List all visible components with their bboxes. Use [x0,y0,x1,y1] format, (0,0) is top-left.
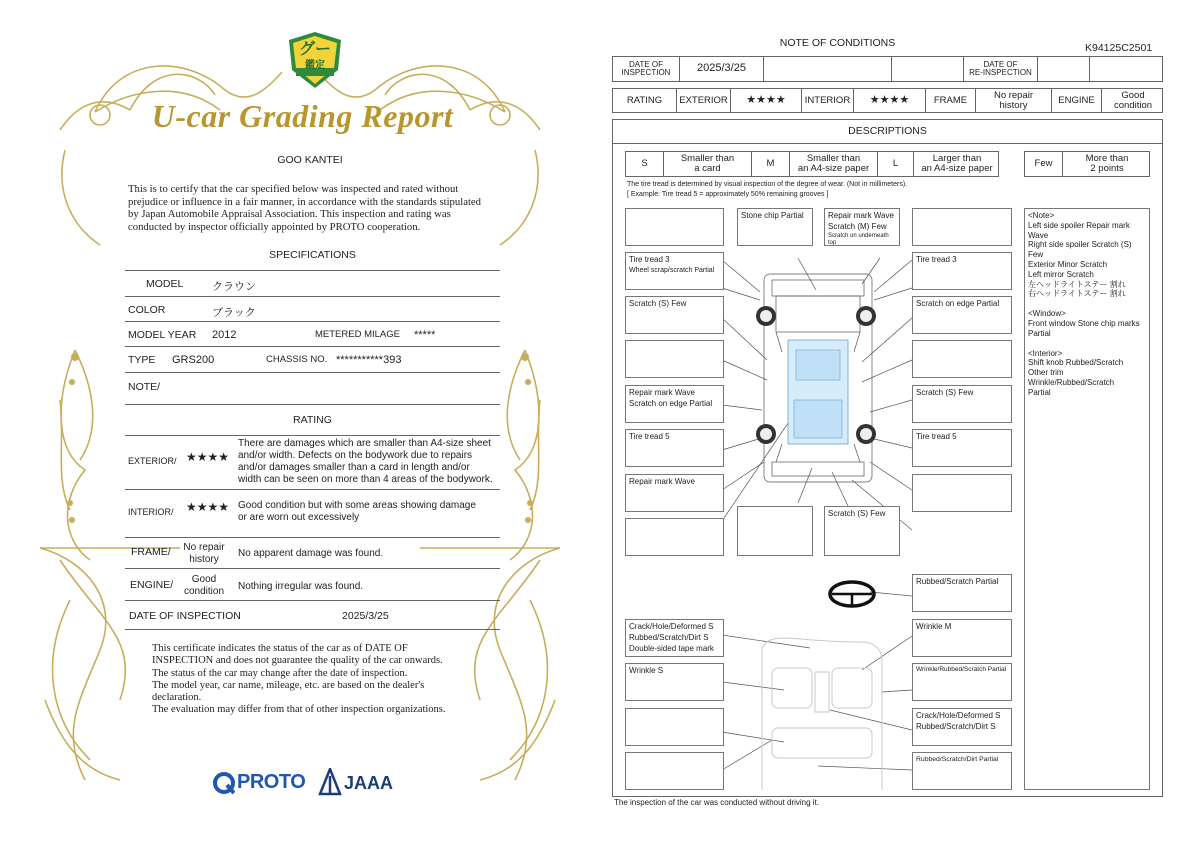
exterior-stars: ★★★★ [186,450,230,464]
engine-value-cell [1101,89,1164,112]
footer-line: The status of the car may change after the date of inspection. [152,667,408,679]
cell-line: Smaller than [806,153,861,165]
sheet-code: K94125C2501 [1085,42,1153,54]
note-text: Tire tread 5 [916,432,957,441]
cell-line: 2 points [1090,163,1124,174]
note-text: Scratch (S) Few [916,388,974,397]
note-list-line: Front window Stone chip marks [1028,318,1140,328]
milage-label: METERED MILAGE [315,329,400,340]
note-text: Scratch on edge Partial [629,398,713,408]
note-text: Rubbed/Scratch Partial [916,577,999,586]
type-label: TYPE [128,354,156,366]
note-list-line: <Note> [1028,211,1055,220]
note-line: [ Example: Tire tread 5 = approximately 50% remaining grooves ] [627,190,829,198]
note-text: Double-sided tape mark [629,643,714,653]
note-list-panel [1024,208,1150,790]
engine-value-line: condition [183,586,225,597]
cell-line: INSPECTION [621,68,671,77]
cell-line: an A4-size paper [921,163,993,174]
note-box-empty [625,518,724,556]
frame-value [176,542,232,566]
note-box-empty [737,506,813,556]
descriptions-heading: DESCRIPTIONS [612,119,1163,144]
note-list-line [1028,339,1146,349]
engine-description: Nothing irregular was found. [238,581,364,592]
note-list-line: Left side spoiler Repair mark [1028,220,1130,230]
note-text: Repair mark Wave [629,477,695,486]
cell-line: No repair [993,89,1034,101]
note-list-line: Few [1028,250,1044,260]
proto-logo-icon [213,771,235,795]
chassis-value: ***********393 [336,354,402,366]
date-of-reinspection-label-cell [963,57,1037,81]
cell-line: an A4-size paper [797,163,870,174]
rating-row [612,88,1163,113]
legend-m-desc [789,152,877,176]
note-box-dashboard [625,619,724,657]
note-box-empty [912,208,1012,246]
note-box-empty [625,708,724,746]
divider [125,404,500,405]
note-list-line: 左ヘッドライトステー 割れ [1028,279,1126,289]
sheet-title: NOTE OF CONDITIONS [779,37,896,49]
cell-line: DATE OF [983,59,1018,69]
date-of-inspection-label: DATE OF INSPECTION [129,610,241,622]
cell-line: history [999,99,1028,111]
note-box-seat [912,708,1012,746]
divider [125,346,500,347]
note-text: Repair mark Wave [828,211,894,220]
note-list-line: <Window> [1028,309,1066,319]
note-list-line: Wrinkle/Rubbed/Scratch [1028,377,1115,387]
note-text: Scratch on underneath [828,232,889,239]
divider [125,435,500,436]
note-text: Scratch (S) Few [629,299,687,308]
exterior-label-cell: EXTERIOR [676,89,730,112]
cell-line: Larger than [932,153,982,165]
note-list-line: Partial [1028,328,1051,338]
interior-label: INTERIOR/ [128,507,174,517]
color-label: COLOR [128,304,166,316]
note-text: Rubbed/Scratch/Dirt Partial [916,756,999,763]
note-box-wrinkle-m [912,619,1012,657]
intro-line: conducted by inspector officially appointed by PROTO cooperation. [128,220,421,233]
size-legend [625,151,999,177]
note-box-repair-wave-left [625,385,724,423]
empty-cell [1089,57,1164,81]
note-list-line: 右ヘッドライトステー 割れ [1028,289,1126,299]
desc-line: and/or width. Defects on the bodywork due to repairs [238,450,473,461]
desc-line: and/or damages smaller than a card in length and/or [238,462,470,473]
note-text: Stone chip Partial [741,211,804,220]
inspection-date-row [612,56,1163,82]
legend-l: L [877,152,913,176]
cell-line: Smaller than [680,153,735,165]
milage-value: ***** [414,329,436,341]
note-list-line: Partial [1028,387,1051,397]
note-box-wrinkle-s [625,663,724,701]
footer-line: declaration. [152,692,202,704]
engine-label-cell: ENGINE [1051,89,1101,112]
frame-label: FRAME/ [131,546,171,558]
empty-cell [891,57,963,81]
cell-line: condition [1113,99,1153,111]
proto-logo-text: PROTO [237,771,306,793]
date-of-inspection-value: 2025/3/25 [342,610,389,622]
few-legend [1024,151,1150,177]
certificate-footer [152,643,482,717]
note-box-tire-front-left [625,252,724,290]
divider [125,372,500,373]
intro-line: prejudice or influence in a fair manner, in accordance with the standards stipulated [128,195,482,208]
note-box-stone-chip [737,208,813,246]
model-label: MODEL [146,278,184,290]
note-list-line: Shift knob Rubbed/Scratch [1028,358,1124,368]
footer-line: The evaluation may differ from that of other inspection organizations. [152,704,446,716]
engine-value-line: Good [191,574,217,585]
note-box-repair-wave-top [824,208,900,246]
note-list-line: Exterior Minor Scratch [1028,259,1108,269]
tire-tread-note [627,180,907,199]
empty-cell [1037,57,1089,81]
desc-line: or are worn out excessively [238,512,360,523]
divider [125,321,500,322]
note-box-empty [625,752,724,790]
note-list-line [1028,299,1146,309]
note-label: NOTE/ [128,381,161,393]
cell-line: Good [1121,89,1145,101]
type-value: GRS200 [172,354,215,366]
note-box-empty [912,474,1012,512]
legend-l-desc [913,152,1000,176]
note-box-scratch-right [912,385,1012,423]
color-value: ブラック [212,307,256,319]
note-box-empty [625,340,724,378]
note-text: Rubbed/Scratch/Dirt S [629,632,709,642]
rating-label-cell: RATING [626,94,663,106]
model-year-label: MODEL YEAR [128,329,197,341]
note-text: Scratch (S) Few [828,509,886,518]
badge-text: グー [298,41,331,58]
note-box-tire-front-right [912,252,1012,290]
exterior-description [238,438,503,486]
note-box-empty [912,340,1012,378]
note-box-wrinkle-rubbed [912,663,1012,701]
note-box-scratch-edge-right [912,296,1012,334]
note-of-conditions-sheet [600,0,1200,848]
note-text: Wrinkle S [629,666,664,675]
note-text: Scratch (M) Few [828,221,887,231]
cell-line: DATE OF [628,59,664,69]
intro-line: by Japan Automobile Appraisal Association. This inspection and rating was [128,208,451,220]
note-box-scratch-left [625,296,724,334]
badge-subtext: 鑑定 [305,60,325,71]
date-of-inspection-label-cell [613,57,679,81]
note-text: Rubbed/Scratch/Dirt S [916,721,996,731]
interior-stars: ★★★★ [186,500,230,514]
footer-line: INSPECTION and does not guarantee the quality of the car onwards. [152,655,443,667]
divider [125,537,500,538]
exterior-stars-cell: ★★★★ [730,89,801,112]
note-box-tire-rear-left [625,429,724,467]
note-text: top [828,239,837,246]
frame-value-line: No repair [183,542,225,553]
cell-line: RE-INSPECTION [969,68,1032,77]
divider [125,489,500,490]
intro-paragraph [128,183,508,233]
specifications-heading: SPECIFICATIONS [269,249,356,261]
frame-value-cell [975,89,1051,112]
divider [125,270,500,271]
note-text: Tire tread 5 [629,432,670,441]
note-list-line: <Interior> [1028,348,1063,358]
note-text: Scratch on edge Partial [916,299,1000,308]
legend-s-desc [663,152,751,176]
interior-description [238,500,503,524]
note-box-empty [625,208,724,246]
date-of-inspection-value-cell: 2025/3/25 [679,57,763,81]
divider [125,568,500,569]
note-text: Wrinkle/Rubbed/Scratch Partial [916,666,1007,673]
legend-m: M [751,152,789,176]
note-text: Wrinkle M [916,622,952,631]
note-box-tire-rear-right [912,429,1012,467]
desc-line: width can be seen on more than 4 areas of the bodywork. [238,474,493,485]
frame-value-line: history [189,554,219,565]
cell-line: More than [1085,153,1129,165]
note-text: Tire tread 3 [916,255,957,264]
interior-stars-cell: ★★★★ [853,89,925,112]
note-text: Wheel scrap/scratch Partial [629,266,715,274]
model-year-value: 2012 [212,329,237,341]
note-list-line: Wave [1028,230,1049,240]
desc-line: Good condition but with some areas showing damage [238,500,476,511]
note-box-scratch-bottom [824,506,900,556]
report-subtitle: GOO KANTEI [277,154,343,166]
note-text: Repair mark Wave [629,388,695,397]
desc-line: There are damages which are smaller than A4-size sheet [238,438,491,449]
divider [125,296,500,297]
divider [125,629,500,630]
report-title: U-car Grading Report [151,98,454,134]
note-text: Tire tread 3 [629,255,670,264]
interior-label-cell: INTERIOR [801,89,853,112]
cell-line: a card [694,163,721,174]
legend-s: S [641,158,648,170]
footer-line: This certificate indicates the status of the car as of DATE OF [152,643,408,654]
empty-cell [763,57,891,81]
note-box-rear-seat [912,752,1012,790]
exterior-label: EXTERIOR/ [128,456,177,466]
note-text: Crack/Hole/Deformed S [629,622,714,631]
note-line: The tire tread is determined by visual inspection of the degree of wear. (Not in millimeters). [627,181,908,188]
note-list-line: Left mirror Scratch [1028,269,1094,279]
rating-heading: RATING [293,414,332,426]
intro-line: This is to certify that the car specified below was inspected and rated without [128,183,459,195]
note-box-repair-wave-bottom [625,474,724,512]
note-list-line: Other trim [1028,368,1064,378]
legend-few: Few [1034,158,1053,170]
note-box-steering [912,574,1012,612]
legend-few-desc [1062,152,1151,176]
jaaa-logo-icon [318,768,342,796]
engine-label: ENGINE/ [130,579,174,591]
chassis-label: CHASSIS NO. [266,354,328,365]
divider [125,600,500,601]
frame-label-cell: FRAME [925,89,975,112]
note-text: Crack/Hole/Deformed S [916,711,1001,720]
model-value: クラウン [212,281,256,293]
note-list-line: Right side spoiler Scratch (S) [1028,240,1132,250]
footer-line: The model year, car name, mileage, etc. are based on the dealer's [152,679,425,691]
jaaa-logo-text: JAAA [344,773,394,793]
engine-value [176,574,232,598]
sheet-footer: The inspection of the car was conducted without driving it. [614,798,819,807]
frame-description: No apparent damage was found. [238,548,384,559]
